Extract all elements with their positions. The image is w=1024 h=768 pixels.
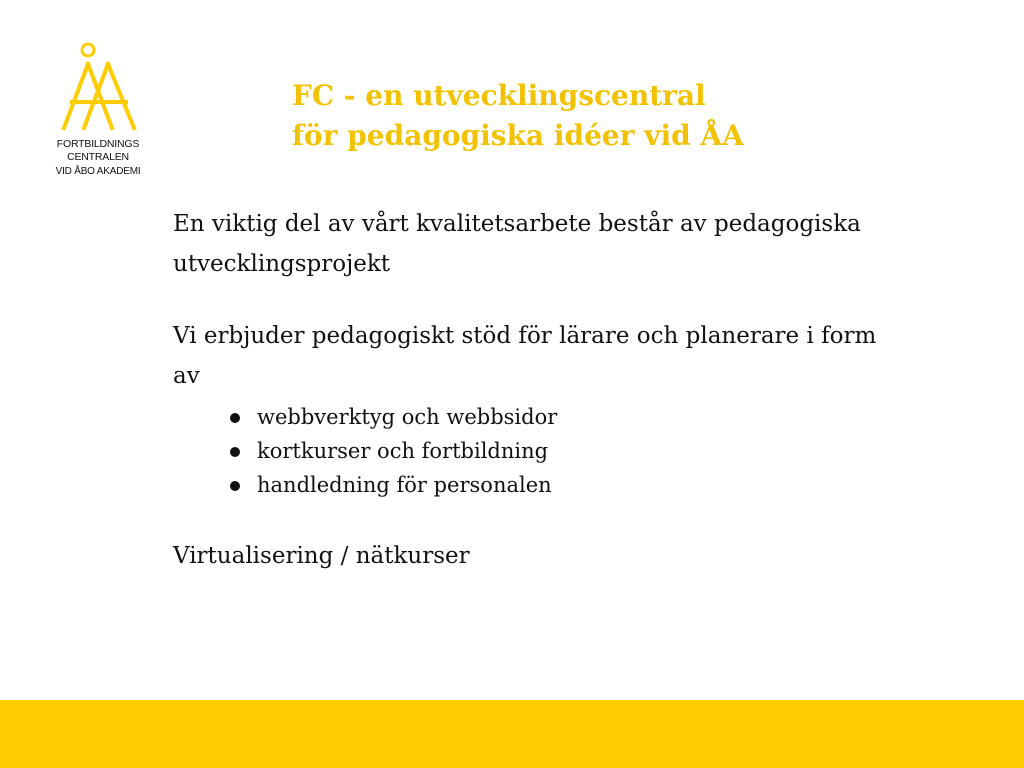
logo-text-line-3: VID ÅBO AKADEMI bbox=[55, 166, 141, 177]
paragraph-spacer bbox=[173, 502, 893, 536]
footer-accent-band bbox=[0, 700, 1024, 768]
bullet-text: webbverktyg och webbsidor bbox=[257, 405, 558, 429]
bullet-item bbox=[228, 400, 893, 434]
paragraph-quality-work: En viktig del av vårt kvalitetsarbete består av pedagogiska utvecklingsprojekt bbox=[173, 211, 861, 277]
slide-title bbox=[292, 76, 912, 156]
bullet-dot-icon bbox=[230, 481, 240, 491]
bullet-list bbox=[173, 400, 893, 502]
paragraph-spacer bbox=[173, 284, 893, 316]
bullet-dot-icon bbox=[230, 447, 240, 457]
slide-title-line-2: för pedagogiska idéer vid ÅA bbox=[292, 119, 744, 152]
bullet-item bbox=[228, 468, 893, 502]
bullet-item bbox=[228, 434, 893, 468]
logo bbox=[50, 40, 146, 185]
logo-ring bbox=[82, 44, 94, 56]
bullet-text: handledning för personalen bbox=[257, 473, 552, 497]
logo-text-line-2: CENTRALEN bbox=[67, 151, 129, 163]
bullet-text: kortkurser och fortbildning bbox=[257, 439, 549, 463]
paragraph-pedagogical-support: Vi erbjuder pedagogiskt stöd för lärare och planerare i form av bbox=[173, 323, 877, 389]
paragraph-virtualisation: Virtualisering / nätkurser bbox=[173, 543, 470, 569]
bullet-dot-icon bbox=[230, 413, 240, 423]
slide-body bbox=[173, 204, 893, 576]
logo-text-line-1: FORTBILDNINGS bbox=[56, 138, 140, 150]
slide-title-line-1: FC - en utvecklingscentral bbox=[292, 79, 706, 112]
logo-mark bbox=[50, 40, 146, 136]
